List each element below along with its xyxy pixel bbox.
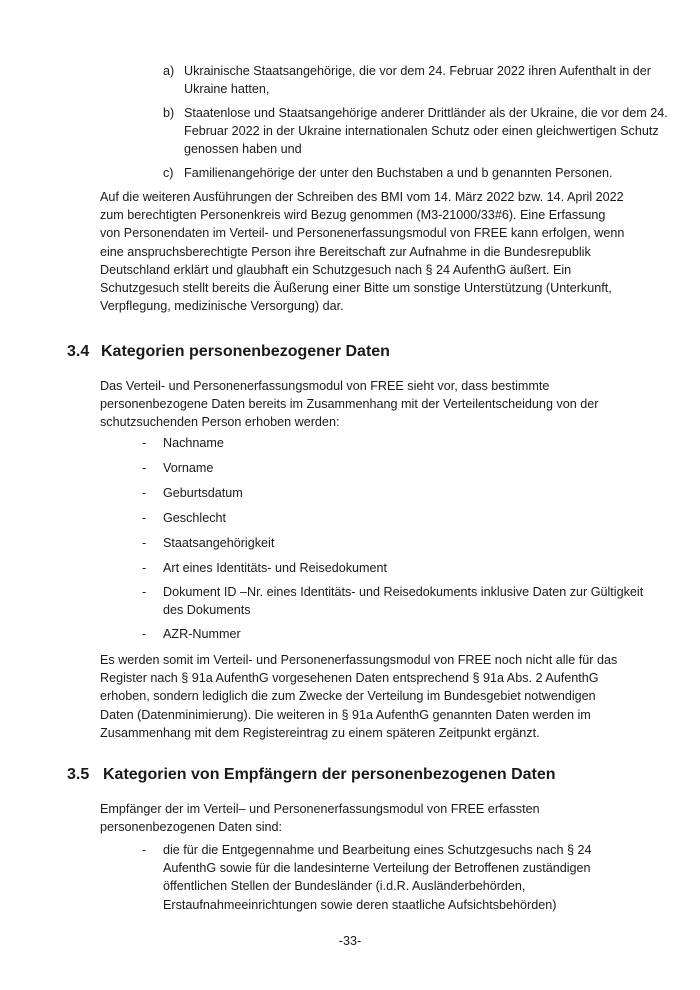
- list-item: [142, 434, 662, 452]
- list-item-text: Geburtsdatum: [163, 486, 243, 500]
- section-3-4-outro: Es werden somit im Verteil- und Personenerfassungsmodul von FREE noch nicht alle für das Register nach § 91a AufenthG vorgesehenen Daten entsprechend § 91a Abs. 2 AufenthG erhoben, sondern lediglich die zum Zwecke der Verteilung im Bundesgebiet notwendigen Daten (Datenminimierung). Die weiteren in § 91a AufenthG genannten Daten werden im Zusammenhang mit dem Registereintrag zu einem späteren Zeitpunkt ergänzt.: [100, 653, 618, 740]
- section-heading-3-4: [67, 342, 390, 362]
- list-item-text: Staatsangehörigkeit: [163, 536, 275, 550]
- list-item: [142, 625, 662, 643]
- list-item: [163, 104, 668, 159]
- list-item-text: Geschlecht: [163, 511, 226, 525]
- section-3-5-intro: Empfänger der im Verteil– und Personenerfassungsmodul von FREE erfassten personenbezogenen Daten sind:: [100, 802, 540, 835]
- list-item-text: Dokument ID –Nr. eines Identitäts- und Reisedokuments inklusive Daten zur Gültigkeit des Dokuments: [163, 585, 644, 618]
- list-item-text: Familienangehörige der unter den Buchstaben a und b genannten Personen.: [184, 166, 613, 180]
- section-number: 3.4: [67, 343, 90, 360]
- section-title: Kategorien von Empfängern der personenbezogenen Daten: [103, 766, 556, 783]
- list-marker: -: [142, 561, 147, 575]
- list-marker: -: [142, 536, 147, 550]
- list-item-text: Vorname: [163, 461, 214, 475]
- paragraph-bmi: Auf die weiteren Ausführungen der Schreiben des BMI vom 14. März 2022 bzw. 14. April 2022 zum berechtigten Personenkreis wird Bezug genommen (M3-21000/33#6). Eine Erfassung von Personendaten im Verteil- und Personenerfassungsmodul von FREE kann erfolgen, wenn eine anspruchsberechtigte Person ihre Bereitschaft zur Aufnahme in die Bundesrepublik Deutschland erklärt und glaubhaft ein Schutzgesuch nach § 24 AufenthG äußert. Ein Schutzgesuch stellt bereits die Äußerung einer Bitte um sonstige Unterstützung (Unterkunft, Verpflegung, medizinische Versorgung) dar.: [100, 190, 625, 314]
- section-number: 3.5: [67, 766, 90, 783]
- list-item-text: Ukrainische Staatsangehörige, die vor dem 24. Februar 2022 ihren Aufenthalt in der Ukraine hatten,: [184, 64, 651, 97]
- list-item: [142, 534, 662, 552]
- list-marker: -: [142, 511, 147, 525]
- list-item-text: Staatenlose und Staatsangehörige anderer Drittländer als der Ukraine, die vor dem 24. Februar 2022 in der Ukraine internationalen Schutz oder einen gleichwertigen Schutz genossen haben und: [184, 106, 668, 157]
- list-marker: -: [142, 461, 147, 475]
- list-marker: -: [142, 627, 147, 641]
- list-marker: a): [163, 64, 175, 78]
- list-item: [142, 509, 662, 527]
- list-item: [142, 841, 642, 914]
- list-marker: -: [142, 436, 147, 450]
- section-heading-3-5: [67, 765, 556, 785]
- list-item-text: AZR-Nummer: [163, 627, 241, 641]
- list-item: [142, 583, 662, 619]
- list-item-text: die für die Entgegennahme und Bearbeitung eines Schutzgesuchs nach § 24 AufenthG sowie für die landesinterne Verteilung der Betroffenen zuständigen öffentlichen Stellen der Bundesländer (i.d.R. Ausländerbehörden, Erstaufnahmeeinrichtungen sowie deren staatliche Aufsichtsbehörden): [163, 843, 592, 912]
- section-title: Kategorien personenbezogener Daten: [101, 343, 390, 360]
- list-item: [163, 164, 668, 182]
- list-marker: -: [142, 585, 147, 599]
- list-item-text: Nachname: [163, 436, 224, 450]
- list-marker: -: [142, 486, 147, 500]
- list-item: [163, 62, 668, 98]
- list-marker: b): [163, 106, 175, 120]
- list-item-text: Art eines Identitäts- und Reisedokument: [163, 561, 388, 575]
- list-marker: c): [163, 166, 174, 180]
- list-marker: -: [142, 843, 147, 857]
- list-item: [142, 484, 662, 502]
- list-item: [142, 559, 662, 577]
- page-number: -33-: [338, 934, 362, 948]
- section-3-4-intro: Das Verteil- und Personenerfassungsmodul von FREE sieht vor, dass bestimmte personenbezogene Daten bereits im Zusammenhang mit der Verteilentscheidung von der schutzsuchenden Person erhoben werden:: [100, 379, 599, 430]
- list-item: [142, 459, 662, 477]
